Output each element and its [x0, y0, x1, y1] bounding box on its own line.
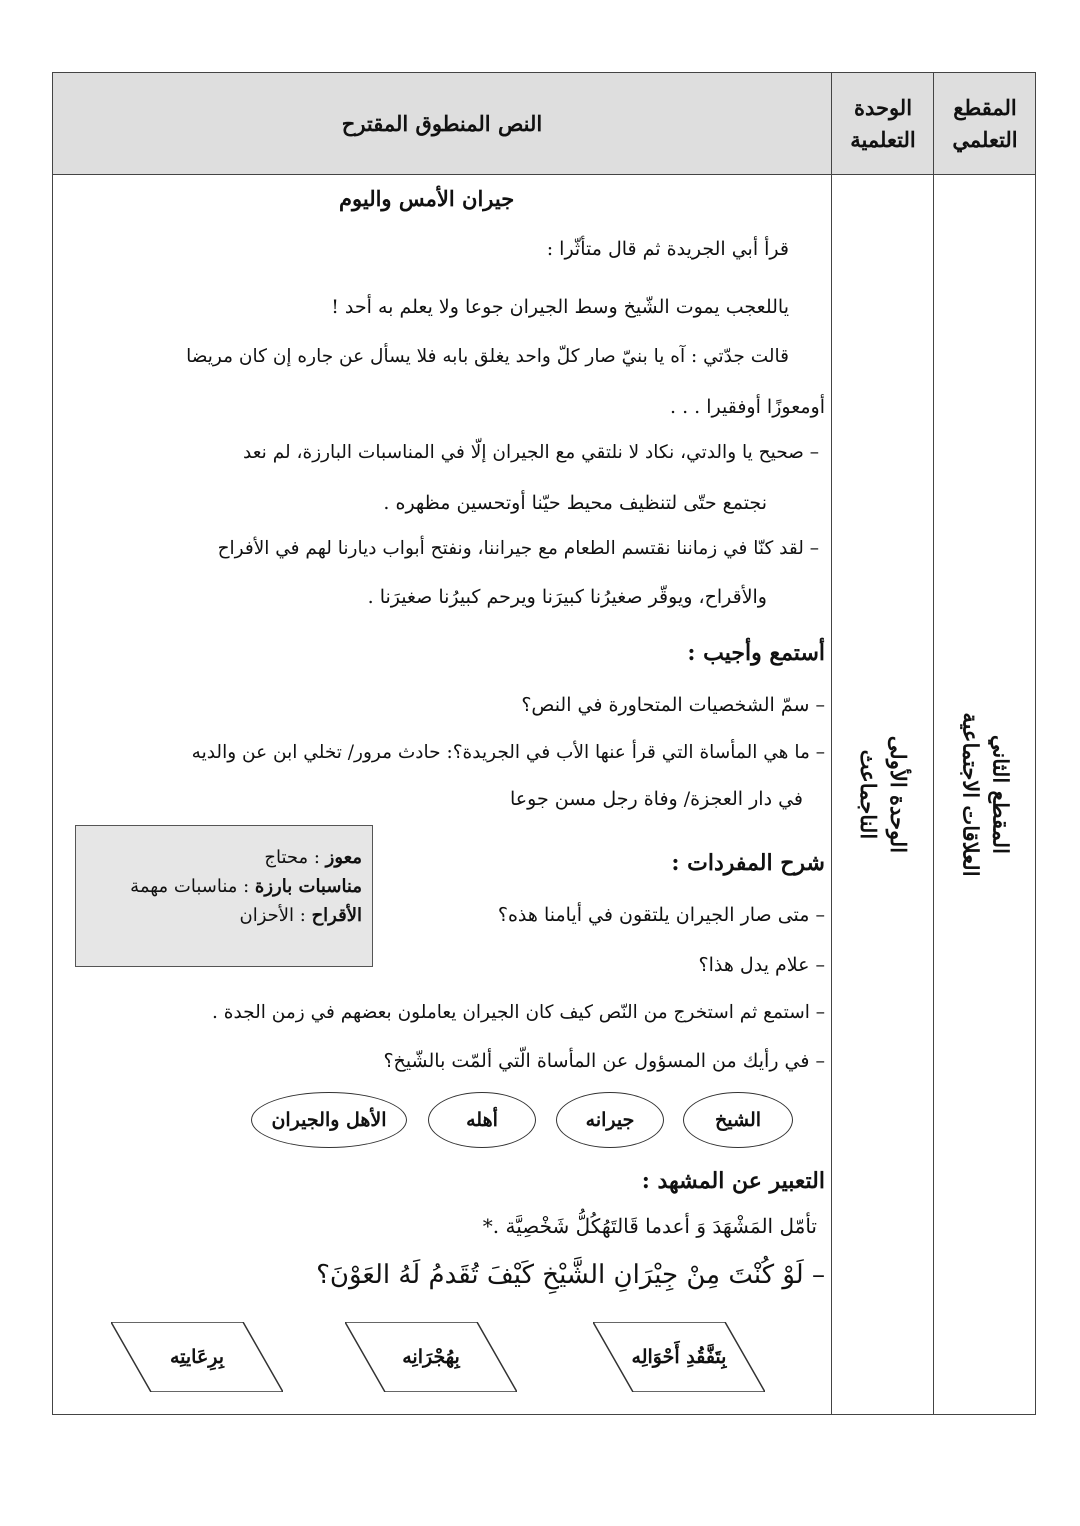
story-line: أومعوزًا أوفقيرا . . .	[670, 396, 825, 418]
vocab-question: – استمع ثم استخرج من النّص كيف كان الجيران يعاملون بعضهم في زمن الجدة .	[212, 1002, 825, 1023]
vocab-entry: الأقراح : الأحزان	[239, 904, 362, 926]
text-header: النص المنطوق المقترح	[341, 110, 543, 136]
answer-choice	[111, 1322, 283, 1392]
unit-value	[853, 735, 914, 852]
expression-heading: التعبير عن المشهد :	[641, 1168, 825, 1194]
unit-header: الوحدة التعلمية	[850, 95, 916, 152]
listen-answer: في دار العجزة/ وفاة رجل مسن جوعا	[510, 788, 803, 810]
story-line: – لقد كنّا في زماننا نقتسم الطعام مع جيراننا، ونفتح أبواب ديارنا لهم في الأفراح	[217, 538, 819, 559]
vocab-question: – متى صار الجيران يلتقون في أيامنا هذه؟	[497, 904, 825, 926]
story-line: والأقراح، ويوقّر صغيرُنا كبيرَنا ويرحم كبيرُنا صغيرَنا .	[367, 586, 767, 608]
vocab-question: – علام يدل هذا؟	[698, 954, 825, 976]
option-oval: جيرانه	[556, 1092, 664, 1148]
answer-choice-label: بِهُجْرَانِه	[402, 1346, 460, 1368]
answer-choice	[345, 1322, 517, 1392]
story-line: نجتمع حتّى لتنظيف محيط حيّنا أوتحسين مظهره .	[383, 492, 767, 514]
option-oval: الأهل والجيران	[251, 1092, 407, 1148]
answer-choice-label: بِرِعَايتِه	[169, 1346, 225, 1368]
column-divider	[933, 73, 934, 1414]
option-oval: أهله	[428, 1092, 536, 1148]
story-title: جيران الأمس واليوم	[339, 186, 515, 211]
story-line: قالت جدّتي : آه يا بنيّ صار كلّ واحد يغلق بابه فلا يسأل عن جاره إن كان مريضا	[186, 346, 789, 367]
story-line: ياللعجب يموت الشّيخ وسط الجيران جوعا ولا يعلم به أحد !	[331, 296, 789, 318]
lesson-table	[52, 72, 1036, 1415]
option-oval: الشيخ	[683, 1092, 793, 1148]
segment-cell	[935, 174, 1035, 1414]
text-cell	[53, 174, 831, 1414]
segment-value	[955, 712, 1016, 876]
vocab-entry: مناسبات بارزة : مناسبات مهمة	[130, 875, 362, 897]
listen-heading: أستمع وأجيب :	[687, 640, 825, 666]
story-line: – صحيح يا والدتي، نكاد لا نلتقي مع الجيران إلّا في المناسبات البارزة، لم نعد	[243, 442, 819, 463]
segment-value-line1: المقطع الثاني	[988, 734, 1014, 854]
vocab-heading: شرح المفردات :	[671, 850, 825, 876]
answer-choice	[593, 1322, 765, 1392]
vocab-question: – في رأيك من المسؤول عن المأساة الّتي ألمّت بالشّيخ؟	[383, 1050, 825, 1072]
answer-choice-label: بِتَفَّقُدِ أَحْوَالِه	[631, 1346, 727, 1368]
segment-value-line2: العلاقات الاجتماعية	[958, 711, 983, 877]
column-divider	[831, 73, 832, 1414]
unit-cell	[833, 174, 933, 1414]
unit-value-line2: الناجماعث	[855, 749, 881, 839]
listen-question: – ما هي المأساة التي قرأ عنها الأب في الجريدة؟: حادث مرور/ تخلي ابن عن والديه	[191, 742, 825, 763]
story-line: قرأ أبي الجريدة ثم قال متأثّرا :	[546, 238, 789, 260]
listen-question: – سمّ الشخصيات المتحاورة في النص؟	[521, 694, 825, 716]
unit-value-line1: الوحدة الأولى	[886, 735, 912, 853]
segment-header: المقطع التعلمي	[952, 95, 1018, 152]
expression-question: – لَوْ كُنْتَ مِنْ جِيْرَانِ الشَّيْخِ كَيْفَ تُقَدمُ لَهُ العَوْنَ؟	[316, 1260, 825, 1290]
vocabulary-box	[75, 825, 373, 967]
expression-instruction: تأمّل المَشْهَدَ وَ أعدما قَالتَهُكُلُّ شَخْصِيَّة .*	[482, 1214, 817, 1238]
vocab-entry: معوز : محتاج	[264, 847, 362, 868]
